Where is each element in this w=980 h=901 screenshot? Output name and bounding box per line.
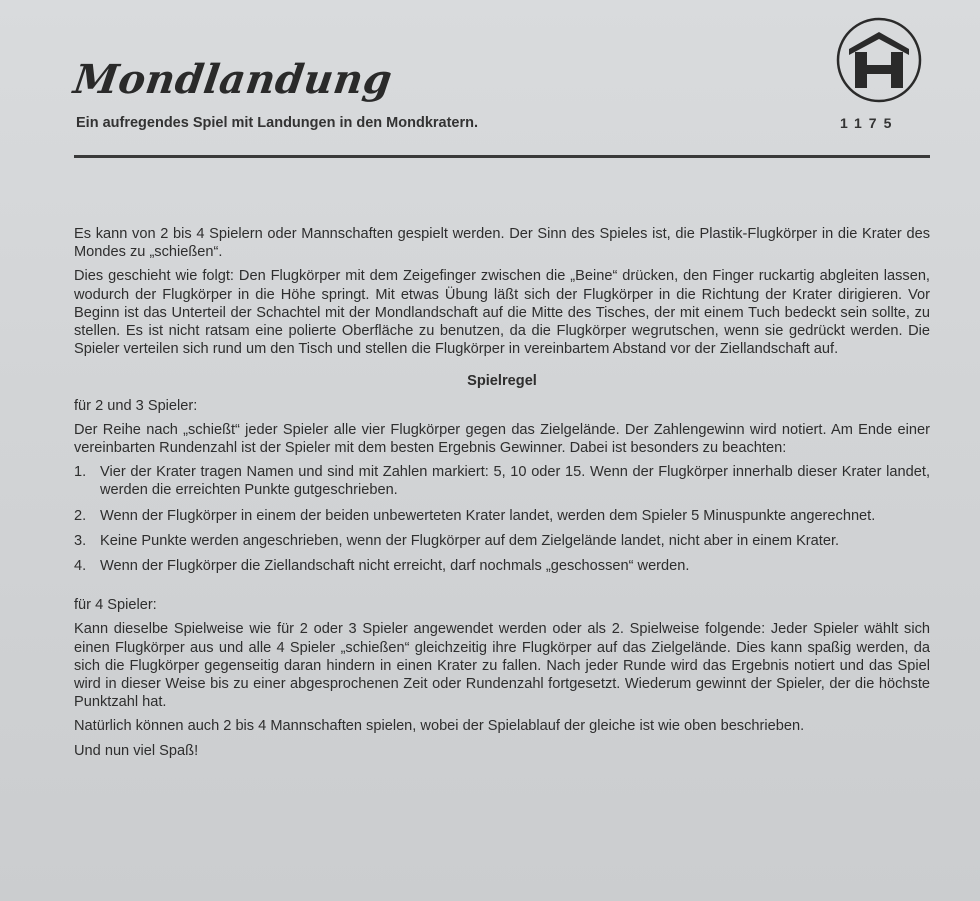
section-label-4-players: für 4 Spieler: (74, 597, 157, 614)
list-item-text: Wenn der Flugkörper in einem der beiden unbewerteten Krater landet, werden dem Spieler 5 Minuspunkte angerechnet. (100, 507, 876, 524)
page-title: Mondlandung (70, 56, 396, 103)
section-paragraph-4-players-1: Kann dieselbe Spielweise wie für 2 oder 3 Spieler angewendet werden oder als 2. Spielweise folgende: Jeder Spieler wählt sich einen Flugkörper aus und alle 4 Spieler „schießen“ gleichzeitig ihre Flugkörper auf das Zielgelände. Dies kann spaßig werden, da sich die Flugkörper gegenseitig daran hindern in einen Krater zu fallen. Nach jeder Runde wird das Ergebnis notiert und das Spiel wird in dieser Weise bis zu einer abgesprochenen Zeit oder Rundenzahl fortgesetzt. Wiederum gewinnt der Spieler, der die höchste Punktzahl hat. (74, 621, 930, 711)
section-text-2-3-players: Der Reihe nach „schießt“ jeder Spieler alle vier Flugkörper gegen das Zielgelände. Der Zahlengewinn wird notiert. Am Ende einer vereinbarten Rundenzahl ist der Spieler mit dem besten Ergebnis Gewinner. Dabei ist besonders zu beachten: (74, 421, 930, 457)
page-subtitle: Ein aufregendes Spiel mit Landungen in den Mondkratern. (76, 115, 479, 131)
section-paragraph-4-players-2: Natürlich können auch 2 bis 4 Mannschaften spielen, wobei der Spielablauf der gleiche ist wie oben beschrieben. (74, 718, 805, 735)
rules-heading: Spielregel (467, 373, 537, 390)
list-item-number: 1. (74, 464, 87, 481)
list-item-number: 4. (74, 558, 87, 575)
header-divider (74, 155, 930, 158)
list-item (74, 557, 930, 575)
section-label-2-3-players: für 2 und 3 Spieler: (74, 397, 198, 414)
intro-paragraph-1: Es kann von 2 bis 4 Spielern oder Mannschaften gespielt werden. Der Sinn des Spieles ist, die Plastik-Flugkörper in die Krater des Mondes zu „schießen“. (74, 226, 930, 261)
list-item (74, 532, 930, 550)
closing-line: Und nun viel Spaß! (74, 742, 199, 759)
list-item (74, 507, 930, 525)
rules-list (74, 463, 930, 575)
publisher-logo-icon (835, 16, 923, 104)
instructions-body (74, 225, 930, 766)
list-item (74, 463, 930, 499)
list-item-text: Vier der Krater tragen Namen und sind mit Zahlen markiert: 5, 10 oder 15. Wenn der Flugkörper innerhalb dieser Krater landet, werden die erreichten Punkte gutgeschrieben. (100, 464, 930, 499)
list-item-text: Wenn der Flugkörper die Ziellandschaft nicht erreicht, darf nochmals „geschossen“ werden. (100, 558, 690, 575)
list-item-number: 2. (74, 507, 87, 524)
product-number: 1175 (840, 115, 899, 131)
intro-paragraph-2: Dies geschieht wie folgt: Den Flugkörper mit dem Zeigefinger zwischen die „Beine“ drücken, den Finger ruckartig abgleiten lassen, wodurch der Flugkörper in die Höhe springt. Mit etwas Übung läßt sich der Flugkörper in die Richtung der Krater dirigieren. Vor Beginn ist das Unterteil der Schachtel mit der Mondlandschaft auf die Mitte des Tisches, der mit einem Tuch bedeckt sein sollte, zu stellen. Es ist nicht ratsam eine polierte Oberfläche zu benutzen, da die Flugkörper wegrutschen, wenn sie gedrückt werden. Die Spieler verteilen sich rund um den Tisch und stellen die Flugkörper in vereinbartem Abstand vor der Ziellandschaft auf. (74, 268, 930, 358)
list-item-number: 3. (74, 532, 87, 549)
list-item-text: Keine Punkte werden angeschrieben, wenn der Flugkörper auf dem Zielgelände landet, nicht aber in einem Krater. (100, 532, 840, 549)
